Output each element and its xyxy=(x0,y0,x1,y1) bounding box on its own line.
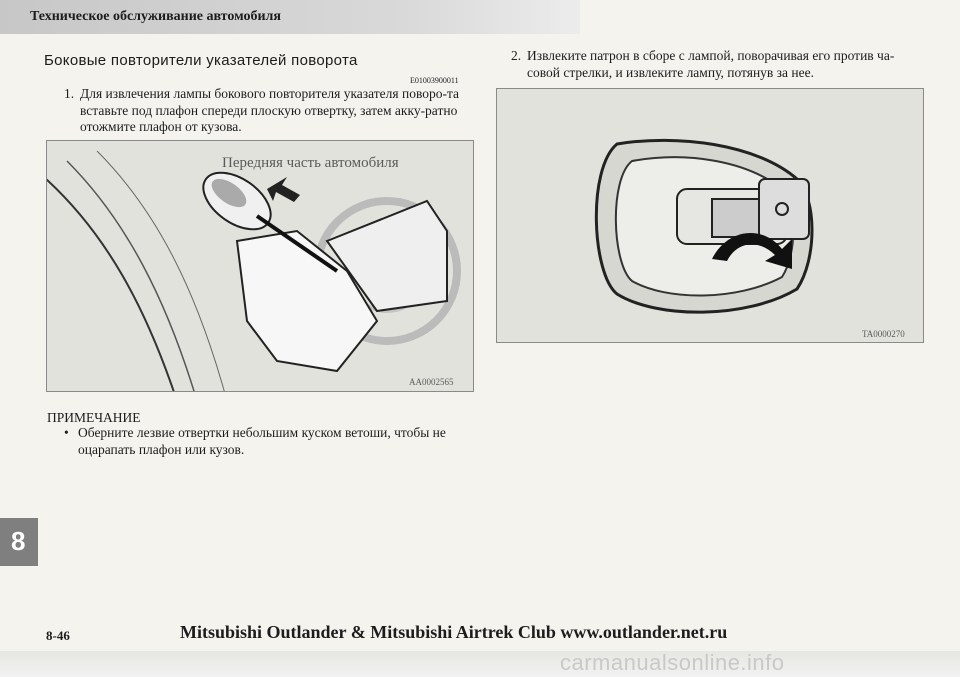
arrow-icon xyxy=(267,177,300,202)
page-number: 8-46 xyxy=(46,628,70,643)
figure-label-front: Передняя часть автомобиля xyxy=(222,155,399,171)
figure-remove-lens xyxy=(46,140,474,392)
step-2-number: 2. xyxy=(511,48,522,63)
step-1-text: Для извлечения лампы бокового повторителя указателя поворо-та вставьте под плафон спереди плоскую отвертку, затем акку-ратно отожмите плафон от кузова. xyxy=(80,86,460,134)
header-bar xyxy=(0,0,580,34)
step-2-text: Извлеките патрон в сборе с лампой, поворачивая его против ча-совой стрелки, и извлеките лампу, потянув за нее. xyxy=(527,48,895,80)
footer-band xyxy=(0,651,960,677)
note-item xyxy=(64,425,464,458)
section-code: E01003900011 xyxy=(410,76,459,85)
figure-2-code: TA0000270 xyxy=(862,329,905,339)
note-bullet: • xyxy=(64,425,69,440)
note-title: ПРИМЕЧАНИЕ xyxy=(47,410,141,425)
figure-1-code: AA0002565 xyxy=(409,377,454,387)
remove-socket-illustration xyxy=(497,89,923,342)
chapter-tab xyxy=(0,518,38,566)
step-2 xyxy=(511,48,916,81)
note-text: Оберните лезвие отвертки небольшим куском ветоши, чтобы не оцарапать плафон или кузов. xyxy=(78,425,446,457)
section-title: Боковые повторители указателей поворота xyxy=(44,52,358,69)
header-title: Техническое обслуживание автомобиля xyxy=(30,9,281,24)
figure-remove-socket xyxy=(496,88,924,343)
footer-club-text: Mitsubishi Outlander & Mitsubishi Airtrek Club www.outlander.net.ru xyxy=(180,622,728,642)
remove-lens-illustration xyxy=(47,141,473,391)
chapter-number: 8 xyxy=(11,526,26,556)
watermark: carmanualsonline.info xyxy=(560,650,785,675)
step-1-number: 1. xyxy=(64,86,75,101)
step-1 xyxy=(64,86,464,136)
